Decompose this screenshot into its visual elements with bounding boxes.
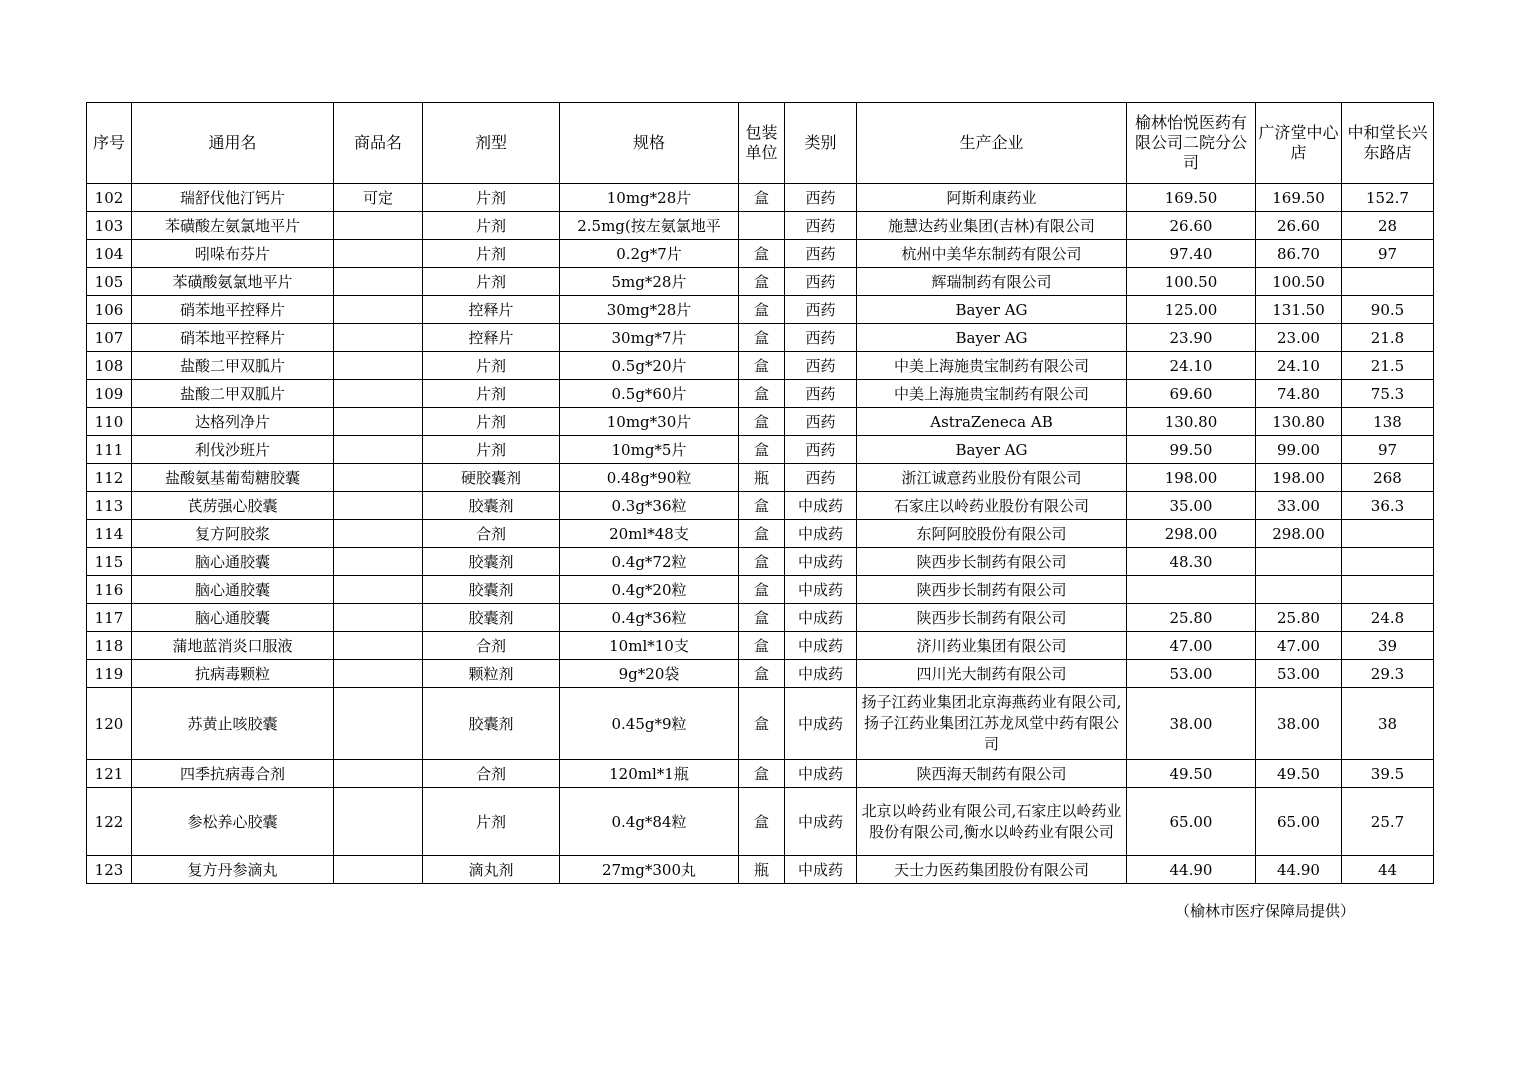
col-price-yuyue-cell: 130.80 <box>1127 408 1256 436</box>
col-category-cell: 中成药 <box>785 660 857 688</box>
table-row <box>87 212 1434 240</box>
col-dosage-form-cell: 片剂 <box>423 184 560 212</box>
col-price-yuyue-cell: 169.50 <box>1127 184 1256 212</box>
col-price-zhonghetang-cell: 75.3 <box>1342 380 1434 408</box>
col-spec-cell: 30mg*28片 <box>560 296 739 324</box>
col-price-zhonghetang-cell: 97 <box>1342 436 1434 464</box>
col-price-guangjitang-cell: 65.00 <box>1256 788 1342 856</box>
col-spec-cell: 0.4g*20粒 <box>560 576 739 604</box>
col-spec-cell: 5mg*28片 <box>560 268 739 296</box>
col-spec-cell: 0.45g*9粒 <box>560 688 739 760</box>
col-category-cell: 西药 <box>785 408 857 436</box>
col-category-cell: 西药 <box>785 436 857 464</box>
col-index-cell: 119 <box>87 660 132 688</box>
table-row <box>87 788 1434 856</box>
col-price-zhonghetang-cell: 21.5 <box>1342 352 1434 380</box>
col-price-zhonghetang-cell <box>1342 548 1434 576</box>
col-category-cell: 中成药 <box>785 576 857 604</box>
col-spec-header: 规格 <box>560 103 739 184</box>
col-index-cell: 114 <box>87 520 132 548</box>
col-price-yuyue-cell: 97.40 <box>1127 240 1256 268</box>
col-package-unit-cell: 盒 <box>739 632 785 660</box>
col-manufacturer-cell: 四川光大制药有限公司 <box>857 660 1127 688</box>
col-spec-cell: 0.48g*90粒 <box>560 464 739 492</box>
col-manufacturer-cell: Bayer AG <box>857 436 1127 464</box>
col-price-yuyue-cell: 38.00 <box>1127 688 1256 760</box>
col-price-yuyue-cell: 26.60 <box>1127 212 1256 240</box>
col-package-unit-cell: 盒 <box>739 576 785 604</box>
col-manufacturer-cell: 陕西步长制药有限公司 <box>857 576 1127 604</box>
col-price-guangjitang-cell: 130.80 <box>1256 408 1342 436</box>
col-manufacturer-cell: Bayer AG <box>857 296 1127 324</box>
col-generic-name-cell: 盐酸二甲双胍片 <box>132 352 334 380</box>
col-generic-name-cell: 抗病毒颗粒 <box>132 660 334 688</box>
col-generic-name-cell: 脑心通胶囊 <box>132 576 334 604</box>
source-note: （榆林市医疗保障局提供） <box>1175 902 1356 920</box>
col-spec-cell: 0.4g*36粒 <box>560 604 739 632</box>
col-category-cell: 西药 <box>785 296 857 324</box>
drug-price-table <box>86 102 1434 884</box>
col-brand-name-cell <box>334 492 423 520</box>
col-price-yuyue-cell: 48.30 <box>1127 548 1256 576</box>
col-price-zhonghetang-cell: 28 <box>1342 212 1434 240</box>
col-package-unit-cell: 盒 <box>739 520 785 548</box>
col-price-guangjitang-cell: 44.90 <box>1256 856 1342 884</box>
col-generic-name-cell: 参松养心胶囊 <box>132 788 334 856</box>
col-category-cell: 西药 <box>785 380 857 408</box>
table-row <box>87 324 1434 352</box>
col-package-unit-cell: 盒 <box>739 352 785 380</box>
col-dosage-form-cell: 片剂 <box>423 408 560 436</box>
col-generic-name-cell: 达格列净片 <box>132 408 334 436</box>
table-row <box>87 492 1434 520</box>
col-price-guangjitang-cell: 25.80 <box>1256 604 1342 632</box>
col-generic-name-cell: 四季抗病毒合剂 <box>132 760 334 788</box>
col-price-guangjitang-header: 广济堂中心店 <box>1256 103 1342 184</box>
col-generic-name-cell: 蒲地蓝消炎口服液 <box>132 632 334 660</box>
col-index-cell: 118 <box>87 632 132 660</box>
col-index-cell: 111 <box>87 436 132 464</box>
col-manufacturer-cell: AstraZeneca AB <box>857 408 1127 436</box>
col-category-header: 类别 <box>785 103 857 184</box>
col-manufacturer-cell: 浙江诚意药业股份有限公司 <box>857 464 1127 492</box>
col-dosage-form-cell: 胶囊剂 <box>423 548 560 576</box>
col-index-cell: 120 <box>87 688 132 760</box>
col-spec-cell: 10mg*30片 <box>560 408 739 436</box>
col-spec-cell: 0.2g*7片 <box>560 240 739 268</box>
col-manufacturer-cell: 扬子江药业集团北京海燕药业有限公司,扬子江药业集团江苏龙凤堂中药有限公司 <box>857 688 1127 760</box>
col-brand-name-cell <box>334 436 423 464</box>
col-index-cell: 115 <box>87 548 132 576</box>
col-price-yuyue-cell: 25.80 <box>1127 604 1256 632</box>
col-price-guangjitang-cell: 53.00 <box>1256 660 1342 688</box>
col-package-unit-header: 包装单位 <box>739 103 785 184</box>
col-generic-name-cell: 硝苯地平控释片 <box>132 296 334 324</box>
col-category-cell: 西药 <box>785 464 857 492</box>
col-price-zhonghetang-cell: 44 <box>1342 856 1434 884</box>
col-category-cell: 中成药 <box>785 492 857 520</box>
col-manufacturer-cell: 石家庄以岭药业股份有限公司 <box>857 492 1127 520</box>
col-category-cell: 中成药 <box>785 632 857 660</box>
col-package-unit-cell: 盒 <box>739 492 785 520</box>
col-dosage-form-cell: 胶囊剂 <box>423 492 560 520</box>
col-package-unit-cell: 盒 <box>739 240 785 268</box>
col-brand-name-cell <box>334 380 423 408</box>
col-package-unit-cell: 瓶 <box>739 856 785 884</box>
col-dosage-form-cell: 合剂 <box>423 760 560 788</box>
col-spec-cell: 20ml*48支 <box>560 520 739 548</box>
col-index-cell: 106 <box>87 296 132 324</box>
col-price-guangjitang-cell: 131.50 <box>1256 296 1342 324</box>
col-price-guangjitang-cell: 100.50 <box>1256 268 1342 296</box>
col-category-cell: 中成药 <box>785 520 857 548</box>
col-brand-name-cell <box>334 464 423 492</box>
col-manufacturer-cell: 东阿阿胶股份有限公司 <box>857 520 1127 548</box>
col-brand-name-cell <box>334 212 423 240</box>
col-brand-name-cell <box>334 760 423 788</box>
col-package-unit-cell: 盒 <box>739 184 785 212</box>
table-row <box>87 520 1434 548</box>
col-spec-cell: 0.5g*60片 <box>560 380 739 408</box>
col-price-guangjitang-cell: 38.00 <box>1256 688 1342 760</box>
table-row <box>87 856 1434 884</box>
col-price-yuyue-cell: 23.90 <box>1127 324 1256 352</box>
col-price-zhonghetang-cell: 24.8 <box>1342 604 1434 632</box>
col-price-zhonghetang-cell: 29.3 <box>1342 660 1434 688</box>
col-dosage-form-cell: 片剂 <box>423 240 560 268</box>
col-price-guangjitang-cell: 74.80 <box>1256 380 1342 408</box>
col-manufacturer-cell: 中美上海施贵宝制药有限公司 <box>857 380 1127 408</box>
col-index-header: 序号 <box>87 103 132 184</box>
col-price-zhonghetang-cell: 36.3 <box>1342 492 1434 520</box>
col-dosage-form-cell: 胶囊剂 <box>423 576 560 604</box>
col-brand-name-cell <box>334 240 423 268</box>
col-price-yuyue-cell: 53.00 <box>1127 660 1256 688</box>
col-index-cell: 113 <box>87 492 132 520</box>
col-generic-name-cell: 苯磺酸左氨氯地平片 <box>132 212 334 240</box>
col-price-zhonghetang-cell <box>1342 576 1434 604</box>
col-generic-name-cell: 盐酸氨基葡萄糖胶囊 <box>132 464 334 492</box>
col-index-cell: 110 <box>87 408 132 436</box>
col-price-yuyue-cell <box>1127 576 1256 604</box>
col-spec-cell: 10mg*28片 <box>560 184 739 212</box>
col-dosage-form-cell: 合剂 <box>423 520 560 548</box>
col-package-unit-cell: 盒 <box>739 268 785 296</box>
col-dosage-form-cell: 片剂 <box>423 436 560 464</box>
col-price-yuyue-cell: 47.00 <box>1127 632 1256 660</box>
col-manufacturer-cell: 北京以岭药业有限公司,石家庄以岭药业股份有限公司,衡水以岭药业有限公司 <box>857 788 1127 856</box>
col-price-guangjitang-cell <box>1256 548 1342 576</box>
col-brand-name-cell <box>334 604 423 632</box>
col-index-cell: 116 <box>87 576 132 604</box>
table-row <box>87 380 1434 408</box>
col-price-zhonghetang-cell: 138 <box>1342 408 1434 436</box>
col-dosage-form-cell: 胶囊剂 <box>423 688 560 760</box>
table-row <box>87 408 1434 436</box>
table-row <box>87 548 1434 576</box>
col-dosage-form-cell: 片剂 <box>423 352 560 380</box>
col-index-cell: 108 <box>87 352 132 380</box>
col-generic-name-cell: 盐酸二甲双胍片 <box>132 380 334 408</box>
col-generic-name-cell: 利伐沙班片 <box>132 436 334 464</box>
col-category-cell: 西药 <box>785 352 857 380</box>
col-manufacturer-cell: 施慧达药业集团(吉林)有限公司 <box>857 212 1127 240</box>
col-generic-name-cell: 瑞舒伐他汀钙片 <box>132 184 334 212</box>
col-price-zhonghetang-cell: 38 <box>1342 688 1434 760</box>
col-dosage-form-cell: 控释片 <box>423 296 560 324</box>
col-price-yuyue-cell: 35.00 <box>1127 492 1256 520</box>
header-row <box>87 103 1434 184</box>
col-manufacturer-cell: 天士力医药集团股份有限公司 <box>857 856 1127 884</box>
col-spec-cell: 10mg*5片 <box>560 436 739 464</box>
col-category-cell: 中成药 <box>785 760 857 788</box>
col-spec-cell: 0.4g*72粒 <box>560 548 739 576</box>
col-price-guangjitang-cell: 99.00 <box>1256 436 1342 464</box>
table-row <box>87 760 1434 788</box>
col-index-cell: 104 <box>87 240 132 268</box>
col-price-zhonghetang-cell: 152.7 <box>1342 184 1434 212</box>
col-price-zhonghetang-cell <box>1342 520 1434 548</box>
col-package-unit-cell: 盒 <box>739 324 785 352</box>
col-dosage-form-cell: 合剂 <box>423 632 560 660</box>
col-price-yuyue-cell: 44.90 <box>1127 856 1256 884</box>
table-row <box>87 576 1434 604</box>
col-generic-name-cell: 复方阿胶浆 <box>132 520 334 548</box>
col-price-zhonghetang-cell: 97 <box>1342 240 1434 268</box>
table-row <box>87 352 1434 380</box>
table-row <box>87 268 1434 296</box>
col-generic-name-cell: 吲哚布芬片 <box>132 240 334 268</box>
table-row <box>87 632 1434 660</box>
table-row <box>87 464 1434 492</box>
col-price-zhonghetang-cell: 39 <box>1342 632 1434 660</box>
col-package-unit-cell: 盒 <box>739 688 785 760</box>
col-spec-cell: 2.5mg(按左氨氯地平 <box>560 212 739 240</box>
col-manufacturer-cell: Bayer AG <box>857 324 1127 352</box>
col-price-guangjitang-cell: 49.50 <box>1256 760 1342 788</box>
col-package-unit-cell: 瓶 <box>739 464 785 492</box>
table-row <box>87 240 1434 268</box>
col-manufacturer-cell: 阿斯利康药业 <box>857 184 1127 212</box>
col-price-yuyue-cell: 49.50 <box>1127 760 1256 788</box>
col-price-yuyue-header: 榆林怡悦医药有限公司二院分公司 <box>1127 103 1256 184</box>
col-brand-name-cell <box>334 688 423 760</box>
col-generic-name-cell: 脑心通胶囊 <box>132 604 334 632</box>
col-category-cell: 西药 <box>785 268 857 296</box>
col-brand-name-cell <box>334 324 423 352</box>
col-price-yuyue-cell: 298.00 <box>1127 520 1256 548</box>
col-price-zhonghetang-cell <box>1342 268 1434 296</box>
col-dosage-form-cell: 胶囊剂 <box>423 604 560 632</box>
col-package-unit-cell <box>739 212 785 240</box>
col-dosage-form-cell: 滴丸剂 <box>423 856 560 884</box>
col-brand-name-cell <box>334 296 423 324</box>
col-price-zhonghetang-cell: 39.5 <box>1342 760 1434 788</box>
col-category-cell: 中成药 <box>785 856 857 884</box>
col-price-yuyue-cell: 99.50 <box>1127 436 1256 464</box>
col-price-zhonghetang-cell: 21.8 <box>1342 324 1434 352</box>
col-dosage-form-cell: 片剂 <box>423 788 560 856</box>
col-generic-name-cell: 苯磺酸氨氯地平片 <box>132 268 334 296</box>
col-manufacturer-cell: 济川药业集团有限公司 <box>857 632 1127 660</box>
col-package-unit-cell: 盒 <box>739 788 785 856</box>
col-price-zhonghetang-cell: 25.7 <box>1342 788 1434 856</box>
col-generic-name-cell: 苏黄止咳胶囊 <box>132 688 334 760</box>
col-price-zhonghetang-header: 中和堂长兴东路店 <box>1342 103 1434 184</box>
col-price-yuyue-cell: 100.50 <box>1127 268 1256 296</box>
col-spec-cell: 120ml*1瓶 <box>560 760 739 788</box>
col-spec-cell: 27mg*300丸 <box>560 856 739 884</box>
col-category-cell: 中成药 <box>785 688 857 760</box>
col-brand-name-cell <box>334 856 423 884</box>
col-brand-name-header: 商品名 <box>334 103 423 184</box>
col-package-unit-cell: 盒 <box>739 296 785 324</box>
col-dosage-form-cell: 控释片 <box>423 324 560 352</box>
col-price-yuyue-cell: 65.00 <box>1127 788 1256 856</box>
col-dosage-form-header: 剂型 <box>423 103 560 184</box>
col-category-cell: 中成药 <box>785 788 857 856</box>
col-spec-cell: 10ml*10支 <box>560 632 739 660</box>
col-price-yuyue-cell: 69.60 <box>1127 380 1256 408</box>
col-spec-cell: 0.5g*20片 <box>560 352 739 380</box>
col-price-guangjitang-cell: 86.70 <box>1256 240 1342 268</box>
col-price-zhonghetang-cell: 90.5 <box>1342 296 1434 324</box>
col-brand-name-cell <box>334 660 423 688</box>
col-index-cell: 105 <box>87 268 132 296</box>
col-price-guangjitang-cell: 169.50 <box>1256 184 1342 212</box>
col-package-unit-cell: 盒 <box>739 408 785 436</box>
col-price-zhonghetang-cell: 268 <box>1342 464 1434 492</box>
col-price-guangjitang-cell: 26.60 <box>1256 212 1342 240</box>
col-dosage-form-cell: 硬胶囊剂 <box>423 464 560 492</box>
col-price-guangjitang-cell <box>1256 576 1342 604</box>
col-price-guangjitang-cell: 23.00 <box>1256 324 1342 352</box>
col-package-unit-cell: 盒 <box>739 548 785 576</box>
col-spec-cell: 0.3g*36粒 <box>560 492 739 520</box>
col-manufacturer-cell: 辉瑞制药有限公司 <box>857 268 1127 296</box>
col-price-yuyue-cell: 198.00 <box>1127 464 1256 492</box>
col-generic-name-cell: 脑心通胶囊 <box>132 548 334 576</box>
col-index-cell: 109 <box>87 380 132 408</box>
col-package-unit-cell: 盒 <box>739 660 785 688</box>
col-spec-cell: 30mg*7片 <box>560 324 739 352</box>
col-package-unit-cell: 盒 <box>739 604 785 632</box>
col-package-unit-cell: 盒 <box>739 436 785 464</box>
col-spec-cell: 9g*20袋 <box>560 660 739 688</box>
col-price-guangjitang-cell: 198.00 <box>1256 464 1342 492</box>
col-category-cell: 西药 <box>785 240 857 268</box>
col-price-yuyue-cell: 24.10 <box>1127 352 1256 380</box>
table-row <box>87 436 1434 464</box>
col-brand-name-cell <box>334 632 423 660</box>
col-dosage-form-cell: 片剂 <box>423 380 560 408</box>
col-index-cell: 112 <box>87 464 132 492</box>
col-manufacturer-cell: 陕西海天制药有限公司 <box>857 760 1127 788</box>
col-generic-name-cell: 芪苈强心胶囊 <box>132 492 334 520</box>
col-brand-name-cell <box>334 548 423 576</box>
col-index-cell: 121 <box>87 760 132 788</box>
table-row <box>87 688 1434 760</box>
col-manufacturer-cell: 陕西步长制药有限公司 <box>857 548 1127 576</box>
col-brand-name-cell <box>334 352 423 380</box>
table-body <box>87 184 1434 884</box>
col-price-guangjitang-cell: 47.00 <box>1256 632 1342 660</box>
table-row <box>87 604 1434 632</box>
col-index-cell: 102 <box>87 184 132 212</box>
col-price-guangjitang-cell: 33.00 <box>1256 492 1342 520</box>
col-index-cell: 103 <box>87 212 132 240</box>
col-category-cell: 西药 <box>785 212 857 240</box>
col-category-cell: 中成药 <box>785 548 857 576</box>
col-package-unit-cell: 盒 <box>739 760 785 788</box>
table-row <box>87 296 1434 324</box>
col-spec-cell: 0.4g*84粒 <box>560 788 739 856</box>
col-generic-name-cell: 复方丹参滴丸 <box>132 856 334 884</box>
col-price-guangjitang-cell: 24.10 <box>1256 352 1342 380</box>
col-manufacturer-cell: 中美上海施贵宝制药有限公司 <box>857 352 1127 380</box>
col-dosage-form-cell: 颗粒剂 <box>423 660 560 688</box>
col-price-yuyue-cell: 125.00 <box>1127 296 1256 324</box>
col-index-cell: 122 <box>87 788 132 856</box>
table-row <box>87 184 1434 212</box>
col-generic-name-cell: 硝苯地平控释片 <box>132 324 334 352</box>
col-brand-name-cell <box>334 268 423 296</box>
col-manufacturer-cell: 陕西步长制药有限公司 <box>857 604 1127 632</box>
col-index-cell: 123 <box>87 856 132 884</box>
col-category-cell: 中成药 <box>785 604 857 632</box>
col-brand-name-cell <box>334 408 423 436</box>
col-dosage-form-cell: 片剂 <box>423 268 560 296</box>
col-brand-name-cell <box>334 576 423 604</box>
col-brand-name-cell <box>334 788 423 856</box>
col-category-cell: 西药 <box>785 324 857 352</box>
col-price-guangjitang-cell: 298.00 <box>1256 520 1342 548</box>
col-manufacturer-cell: 杭州中美华东制药有限公司 <box>857 240 1127 268</box>
col-index-cell: 117 <box>87 604 132 632</box>
col-category-cell: 西药 <box>785 184 857 212</box>
col-generic-name-header: 通用名 <box>132 103 334 184</box>
col-brand-name-cell <box>334 520 423 548</box>
table-row <box>87 660 1434 688</box>
col-index-cell: 107 <box>87 324 132 352</box>
col-package-unit-cell: 盒 <box>739 380 785 408</box>
col-brand-name-cell: 可定 <box>334 184 423 212</box>
col-manufacturer-header: 生产企业 <box>857 103 1127 184</box>
col-dosage-form-cell: 片剂 <box>423 212 560 240</box>
